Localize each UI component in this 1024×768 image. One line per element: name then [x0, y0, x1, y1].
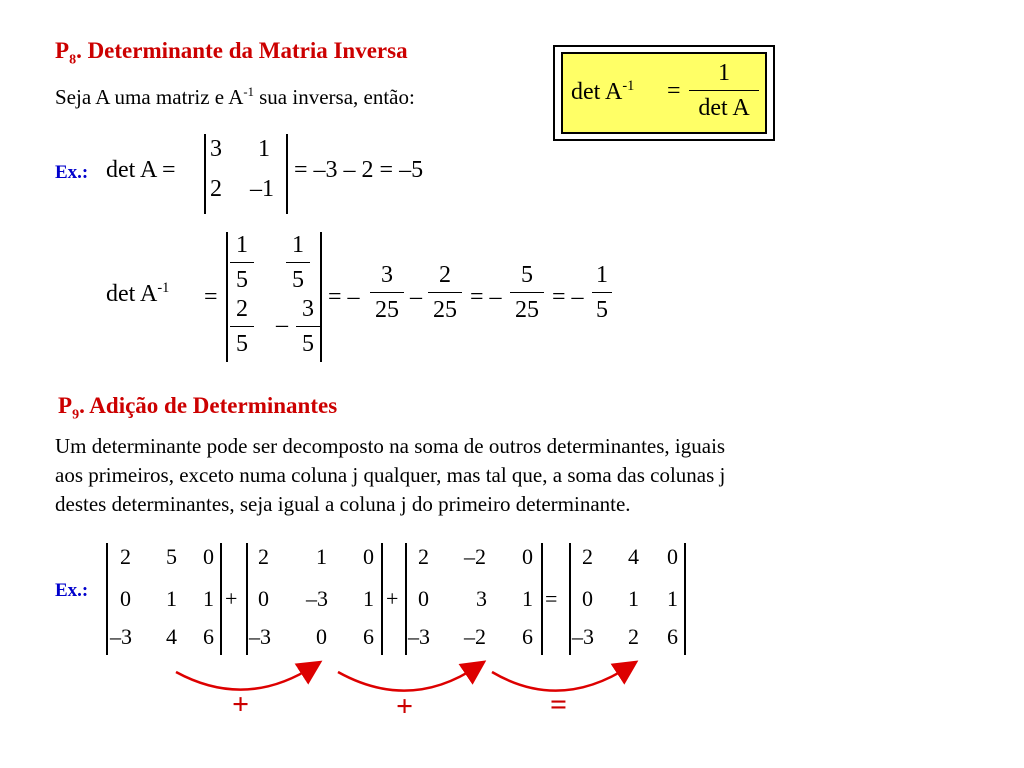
arrow-curve-1 — [176, 666, 314, 690]
arrow-symbol-plus-1: + — [232, 688, 250, 721]
example2-eq2: = – — [470, 284, 502, 310]
d3-cell: –3 — [408, 624, 430, 649]
d3-cell: 0 — [522, 544, 533, 569]
example1-cell: –1 — [250, 176, 274, 202]
d2-cell: 1 — [316, 544, 327, 569]
example3-label: Ex.: — [55, 580, 89, 601]
example1-lhs: det A = — [106, 157, 176, 183]
d2-cell: 0 — [363, 544, 374, 569]
example2-lhs: $\det A^{-1}$ — [106, 280, 170, 307]
d2-cell: 1 — [363, 586, 374, 611]
example2-right-bar — [320, 232, 322, 362]
example2-equals: = — [204, 284, 218, 310]
op-plus-2: + — [386, 586, 399, 611]
p8-title: $P_8$. Determinante da Matria Inversa — [55, 38, 408, 68]
d1-right-bar — [220, 543, 222, 655]
example2-left-bar — [226, 232, 228, 362]
d3-cell: 2 — [418, 544, 429, 569]
example2-f1: 3 25 — [370, 260, 404, 325]
example2-f4: 1 5 — [592, 260, 612, 325]
d1-cell: 0 — [203, 544, 214, 569]
d3-cell: 0 — [418, 586, 429, 611]
d4-cell: 0 — [582, 586, 593, 611]
example2-minus: – — [410, 284, 422, 310]
d2-cell: –3 — [249, 624, 271, 649]
d3-cell: 1 — [522, 586, 533, 611]
d1-cell: 4 — [166, 624, 177, 649]
example2-eq1: = – — [328, 284, 360, 310]
op-equals: = — [545, 586, 558, 611]
d3-right-bar — [541, 543, 543, 655]
example2-f3: 5 25 — [510, 260, 544, 325]
d2-left-bar — [246, 543, 248, 655]
op-plus-1: + — [225, 586, 238, 611]
example1-cell: 2 — [210, 176, 222, 202]
d4-cell: 0 — [667, 544, 678, 569]
formula-lhs: $\det A^{-1}$ — [571, 78, 635, 105]
d2-cell: 0 — [316, 624, 327, 649]
d1-cell: 5 — [166, 544, 177, 569]
example2-eq3: = – — [552, 284, 584, 310]
d4-cell: 4 — [628, 544, 639, 569]
d4-cell: 1 — [667, 586, 678, 611]
example2-m22-sign: – — [276, 312, 288, 338]
d4-cell: 1 — [628, 586, 639, 611]
example1-right-bar — [286, 134, 288, 214]
example1-cell: 3 — [210, 136, 222, 162]
p9-paragraph-line: aos primeiros, exceto numa coluna j qualquer, mas tal que, a soma das colunas j — [55, 463, 726, 487]
d2-cell: 6 — [363, 624, 374, 649]
formula-fraction — [689, 58, 759, 123]
example2-m12: 1 5 — [286, 230, 310, 295]
d2-cell: 0 — [258, 586, 269, 611]
d1-cell: –3 — [110, 624, 132, 649]
d4-cell: –3 — [572, 624, 594, 649]
formula-equals: = — [667, 78, 681, 104]
example2-m11: 1 5 — [230, 230, 254, 295]
d2-cell: 2 — [258, 544, 269, 569]
d3-cell: 6 — [522, 624, 533, 649]
d4-left-bar — [569, 543, 571, 655]
example1-cell: 1 — [258, 136, 270, 162]
d4-cell: 2 — [628, 624, 639, 649]
d4-cell: 2 — [582, 544, 593, 569]
d3-cell: 3 — [476, 586, 487, 611]
d1-cell: 6 — [203, 624, 214, 649]
arrow-curve-2 — [338, 666, 478, 691]
d4-cell: 6 — [667, 624, 678, 649]
formula-numerator: 1 — [718, 60, 730, 86]
d1-left-bar — [106, 543, 108, 655]
d3-cell: –2 — [464, 544, 486, 569]
d3-cell: –2 — [464, 624, 486, 649]
p9-title: $P_9$. Adição de Determinantes — [58, 393, 338, 423]
example2-m22: 3 5 — [296, 294, 320, 359]
example1-left-bar — [204, 134, 206, 214]
d1-cell: 1 — [203, 586, 214, 611]
d1-cell: 1 — [166, 586, 177, 611]
example1-rhs: = –3 – 2 = –5 — [294, 157, 424, 183]
curved-arrows — [0, 650, 700, 710]
arrow-symbol-equals: = — [550, 688, 568, 721]
d3-left-bar — [405, 543, 407, 655]
example2-m21: 2 5 — [230, 294, 254, 359]
formula-denominator: det A — [698, 95, 750, 121]
example2-f2: 2 25 — [428, 260, 462, 325]
p9-paragraph-line: Um determinante pode ser decomposto na soma de outros determinantes, iguais — [55, 434, 726, 458]
d2-cell: –3 — [306, 586, 328, 611]
p8-intro: Seja A uma matriz e $A^{-1}$ sua inversa, então: — [55, 85, 415, 109]
d1-cell: 0 — [120, 586, 131, 611]
inverse-determinant-formula-box — [553, 45, 775, 141]
p9-paragraph-line: destes determinantes, seja igual a coluna j do primeiro determinante. — [55, 492, 631, 516]
d4-right-bar — [684, 543, 686, 655]
arrow-curve-3 — [492, 666, 630, 691]
d1-cell: 2 — [120, 544, 131, 569]
example1-label: Ex.: — [55, 162, 89, 183]
arrow-symbol-plus-2: + — [396, 690, 414, 723]
d2-right-bar — [381, 543, 383, 655]
